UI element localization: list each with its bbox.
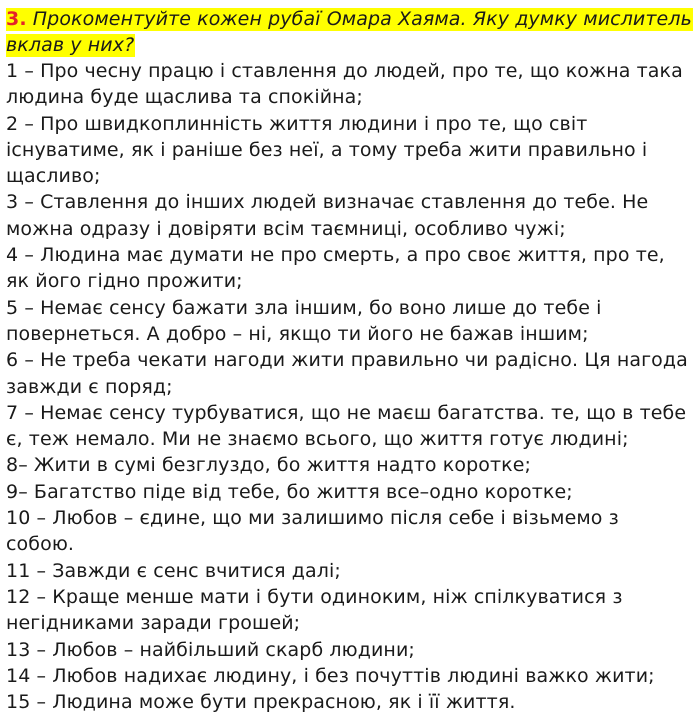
answer-item: 6 – Не треба чекати нагоди жити правильно чи радісно. Ця нагода завжди є поряд; bbox=[6, 349, 688, 398]
task-question: Прокоментуйте кожен рубаї Омара Хаяма. Яку думку мислитель вклав у них? bbox=[6, 8, 692, 56]
answer-item: 13 – Любов – найбільший скарб людини; bbox=[6, 638, 415, 661]
answer-item: 3 – Ставлення до інших людей визначає ставлення до тебе. Не можна одразу і довіряти всім таємниці, особливо чужі; bbox=[6, 191, 649, 240]
answer-item: 7 – Немає сенсу турбуватися, що не маєш багатства. те, що в тебе є, теж немало. Ми не знаємо всього, що життя готує людині; bbox=[6, 401, 687, 451]
answer-item: 2 – Про швидкоплинність життя людини і про те, що світ існуватиме, як і раніше без неї, а тому треба жити правильно і щасливо; bbox=[6, 112, 648, 188]
document-page bbox=[6, 6, 692, 715]
answer-item: 14 – Любов надихає людину, і без почуттів людині важко жити; bbox=[6, 664, 655, 687]
answer-item: 9– Багатство піде від тебе, бо життя все–одно коротке; bbox=[6, 480, 573, 503]
answer-list bbox=[6, 58, 692, 715]
task-highlight bbox=[6, 8, 693, 57]
answer-item: 15 – Людина може бути прекрасною, як і її життя. bbox=[6, 691, 516, 714]
answer-item: 11 – Завжди є сенс вчитися далі; bbox=[6, 559, 341, 582]
answer-item: 1 – Про чесну працю і ставлення до людей, про те, що кожна така людина буде щаслива та спокійна; bbox=[6, 60, 683, 109]
answer-item: 12 – Краще менше мати і бути одиноким, ніж спілкуватися з негідниками заради грошей; bbox=[6, 585, 623, 635]
task-number: 3. bbox=[6, 8, 27, 30]
answer-item: 4 – Людина має думати не про смерть, а про своє життя, про те, як його гідно прожити; bbox=[6, 244, 665, 293]
answer-item: 10 – Любов – єдине, що ми залишимо після себе і візьмемо з собою. bbox=[6, 507, 619, 556]
answer-item: 5 – Немає сенсу бажати зла іншим, бо воно лише до тебе і повернеться. А добро – ні, якщо ти його не бажав іншим; bbox=[6, 296, 602, 345]
task-heading bbox=[6, 6, 692, 58]
answer-item: 8– Жити в сумі безглуздо, бо життя надто коротке; bbox=[6, 454, 532, 477]
